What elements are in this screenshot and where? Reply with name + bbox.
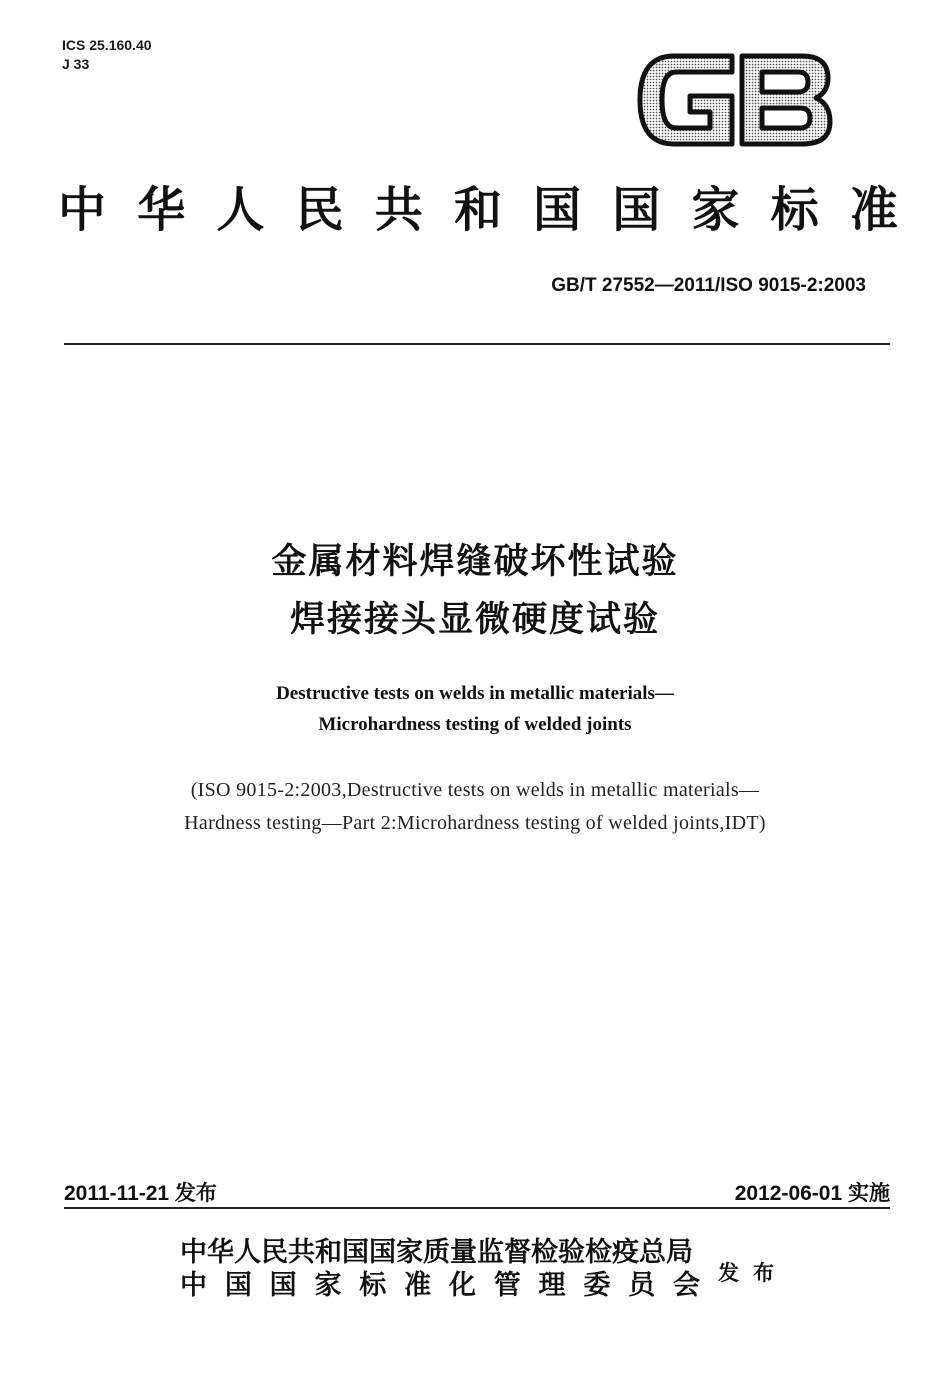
iso-reference-line1: (ISO 9015-2:2003,Destructive tests on welds in metallic materials—	[190, 779, 760, 801]
title-char: 民	[295, 182, 344, 238]
title-char: 国	[612, 182, 661, 238]
classification-codes	[62, 36, 152, 74]
issuer-char: 化	[448, 1270, 476, 1301]
iso-reference-line2: Hardness testing—Part 2:Microhardness testing of welded joints,IDT)	[184, 812, 766, 834]
title-char: 华	[137, 182, 186, 238]
standard-number: GB/T 27552—2011/ISO 9015-2:2003	[551, 275, 866, 296]
title-char: 共	[374, 182, 423, 238]
footer-divider	[64, 1207, 890, 1209]
issuer-char: 委	[583, 1270, 611, 1301]
title-char: 标	[770, 182, 819, 238]
title-en-line1: Destructive tests on welds in metallic materials—	[276, 683, 674, 704]
issuer-char: 国	[224, 1270, 252, 1301]
title-cn-line1: 金属材料焊缝破坏性试验	[271, 542, 679, 582]
title-char: 家	[691, 182, 740, 238]
issuer-sac	[180, 1270, 700, 1302]
issuer-char: 准	[404, 1270, 432, 1301]
title-char: 人	[216, 182, 265, 238]
publish-label: 发布	[718, 1261, 788, 1285]
issuer-char: 会	[672, 1270, 700, 1301]
gb-logo	[634, 48, 834, 152]
title-char: 国	[533, 182, 582, 238]
implementation-date: 2012-06-01 实施	[734, 1182, 890, 1205]
issuer-char: 中	[180, 1270, 207, 1301]
issuer-char: 理	[538, 1270, 566, 1301]
issuer-char: 家	[314, 1270, 342, 1301]
issuer-char: 员	[628, 1270, 656, 1301]
title-char: 准	[849, 182, 898, 238]
title-char: 和	[453, 182, 502, 238]
issuer-aqsiq: 中华人民共和国国家质量监督检验检疫总局	[180, 1237, 693, 1268]
title-char: 中	[58, 182, 107, 238]
title-en-line2: Microhardness testing of welded joints	[318, 714, 632, 735]
title-cn-line2: 焊接接头显微硬度试验	[289, 600, 660, 640]
release-date: 2011-11-21 发布	[64, 1182, 217, 1205]
issuer-char: 管	[493, 1270, 521, 1301]
issuer-char: 国	[269, 1270, 297, 1301]
ccs-code: J 33	[62, 56, 90, 72]
ics-code: ICS 25.160.40	[62, 37, 152, 53]
national-standard-title	[58, 182, 898, 238]
issuer-char: 标	[359, 1270, 387, 1301]
header-divider	[64, 343, 890, 345]
